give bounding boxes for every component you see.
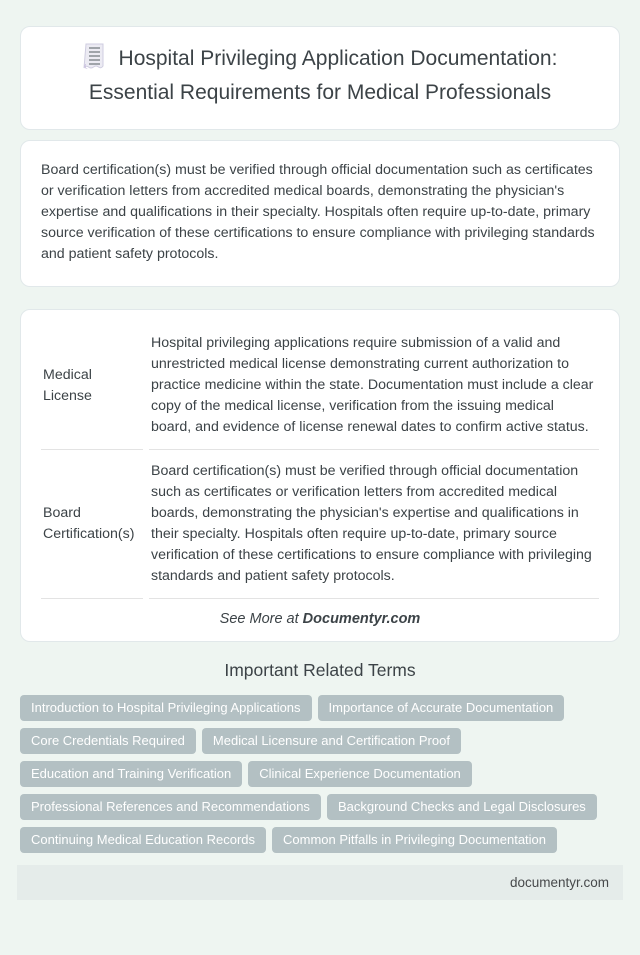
table-row <box>41 450 599 599</box>
footer-site-label: documentyr.com <box>509 875 609 890</box>
tag-row <box>20 794 620 820</box>
tag-row <box>20 761 620 787</box>
term-description: Hospital privileging applications require submission of a valid and unrestricted medical license demonstrating current authorization to practice medicine within the state. Documentation must include a clear copy of the medical license, verification from the issuing medical board, and evidence of license renewal dates to confirm active status. <box>149 322 599 450</box>
related-term-tag[interactable]: Introduction to Hospital Privileging Applications <box>20 695 312 721</box>
related-term-tag[interactable]: Clinical Experience Documentation <box>248 761 472 787</box>
related-term-tag[interactable]: Education and Training Verification <box>20 761 242 787</box>
receipt-icon <box>83 43 106 78</box>
page-title-text: Hospital Privileging Application Documentation: Essential Requirements for Medical Professionals <box>88 47 558 104</box>
header-card <box>20 26 620 130</box>
related-term-tag[interactable]: Background Checks and Legal Disclosures <box>327 794 597 820</box>
tag-row <box>20 695 620 721</box>
related-term-tag[interactable]: Core Credentials Required <box>20 728 196 754</box>
related-term-tag[interactable]: Continuing Medical Education Records <box>20 827 266 853</box>
page-title <box>51 43 589 107</box>
summary-text: Board certification(s) must be verified through official documentation such as certificates or verification letters from accredited medical boards, demonstrating the physician's expertise and qualifications in their specialty. Hospitals often require up-to-date, primary source verification of these certifications to ensure compliance with privileging standards and patient safety protocols. <box>41 162 595 262</box>
terms-table <box>35 322 605 599</box>
related-term-tag[interactable]: Importance of Accurate Documentation <box>318 695 565 721</box>
tag-row <box>20 827 620 853</box>
page <box>0 26 640 955</box>
related-term-tag[interactable]: Professional References and Recommendations <box>20 794 321 820</box>
tag-row <box>20 728 620 754</box>
footer-bar <box>17 865 623 900</box>
term-description: Board certification(s) must be verified through official documentation such as certificates or verification letters from accredited medical boards, demonstrating the physician's expertise and qualifications in their specialty. Hospitals often require up-to-date, primary source verification of these certifications to ensure compliance with privileging standards and patient safety protocols. <box>149 450 599 599</box>
term-label: Medical License <box>41 322 143 450</box>
see-more-prefix: See More at <box>219 611 303 627</box>
related-term-tag[interactable]: Common Pitfalls in Privileging Documentation <box>272 827 557 853</box>
table-row <box>41 322 599 450</box>
see-more-line <box>35 611 605 627</box>
related-terms-heading: Important Related Terms <box>224 660 416 680</box>
terms-table-card <box>20 309 620 642</box>
summary-card <box>20 140 620 287</box>
related-terms-list <box>20 695 620 853</box>
see-more-site-link[interactable]: Documentyr.com <box>302 611 421 627</box>
term-label: Board Certification(s) <box>41 450 143 599</box>
related-term-tag[interactable]: Medical Licensure and Certification Proof <box>202 728 461 754</box>
